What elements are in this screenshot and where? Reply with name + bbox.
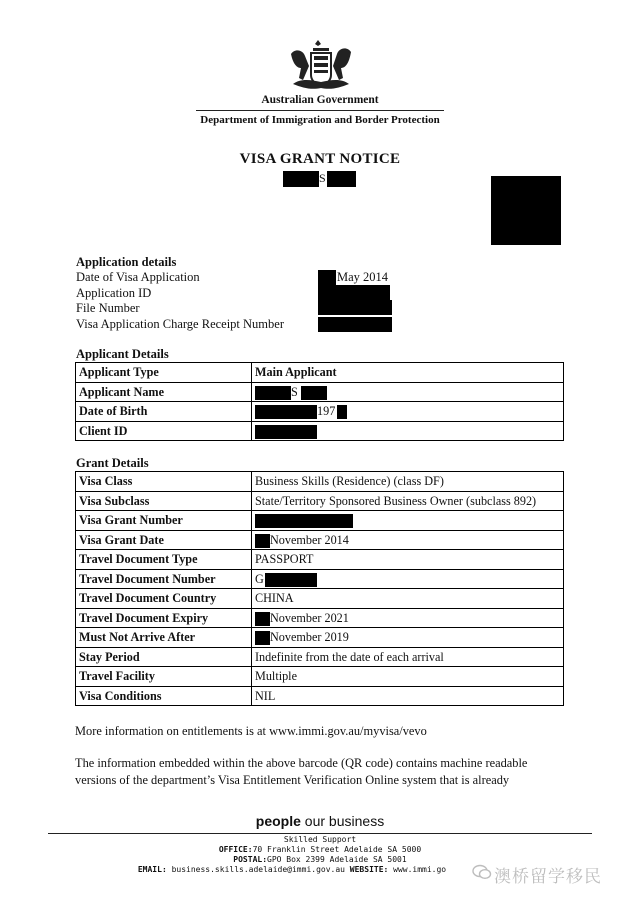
row-value: CHINA <box>252 589 564 609</box>
row-label: Visa Class <box>76 472 252 492</box>
email-label: EMAIL: <box>137 865 167 874</box>
table-row <box>76 569 564 589</box>
website-value: www.immi.go <box>388 865 447 874</box>
redacted-name-part <box>327 171 356 187</box>
row-label: Visa Subclass <box>76 491 252 511</box>
tagline-rest: our business <box>300 813 385 829</box>
row-value: 197 <box>317 404 336 419</box>
row-value: Indefinite from the date of each arrival <box>252 647 564 667</box>
row-value-cell <box>252 402 564 422</box>
coat-of-arms-icon <box>285 40 357 92</box>
redacted-value <box>255 425 317 439</box>
row-label: Applicant Name <box>76 382 252 402</box>
row-value: Main Applicant <box>252 363 564 383</box>
redacted-value <box>255 514 353 528</box>
table-row <box>76 647 564 667</box>
applicant-details-heading: Applicant Details <box>76 347 169 361</box>
table-row <box>76 382 564 402</box>
page-title: VISA GRANT NOTICE <box>239 151 401 167</box>
row-value: November 2019 <box>270 630 349 645</box>
email-value: business.skills.adelaide@immi.gov.au <box>166 865 350 874</box>
row-label: Applicant Type <box>76 363 252 383</box>
table-row <box>76 628 564 648</box>
row-value: Multiple <box>252 667 564 687</box>
footer-office <box>0 845 640 855</box>
table-row <box>76 530 564 550</box>
row-label: Stay Period <box>76 647 252 667</box>
row-label: Travel Facility <box>76 667 252 687</box>
grant-details-table <box>75 471 564 706</box>
redacted-value <box>337 405 347 419</box>
table-row <box>76 686 564 706</box>
redacted-name-part <box>283 171 319 187</box>
row-label: Travel Document Type <box>76 550 252 570</box>
applicant-details-table <box>75 362 564 441</box>
row-value: Business Skills (Residence) (class DF) <box>252 472 564 492</box>
redacted-value <box>255 534 270 548</box>
table-row <box>76 608 564 628</box>
redacted-value <box>255 405 317 419</box>
name-fragment: S <box>319 171 326 185</box>
website-label: WEBSITE: <box>349 865 389 874</box>
row-value-cell <box>252 382 564 402</box>
row-value-cell <box>252 628 564 648</box>
row-label: Visa Grant Number <box>76 511 252 531</box>
row-label: Visa Conditions <box>76 686 252 706</box>
barcode-info-line-1: The information embedded within the above barcode (QR code) contains machine readable <box>75 756 528 770</box>
postal-value: GPO Box 2399 Adelaide SA 5001 <box>267 855 407 864</box>
header-divider <box>196 110 444 111</box>
table-row <box>76 589 564 609</box>
row-value-cell <box>252 608 564 628</box>
table-row <box>76 363 564 383</box>
row-value: State/Territory Sponsored Business Owner (subclass 892) <box>252 491 564 511</box>
row-label: Must Not Arrive After <box>76 628 252 648</box>
office-label: OFFICE: <box>218 845 253 854</box>
redacted-qr-code <box>491 176 561 245</box>
office-value: 70 Franklin Street Adelaide SA 5000 <box>252 845 422 854</box>
field-value-date-of-application: May 2014 <box>337 270 389 284</box>
row-value: S <box>291 384 298 399</box>
redacted-value <box>255 612 270 626</box>
application-details-heading: Application details <box>76 255 177 269</box>
footer-unit: Skilled Support <box>283 835 357 844</box>
row-value: November 2014 <box>270 532 349 547</box>
row-value-cell <box>252 569 564 589</box>
row-value: November 2021 <box>270 610 349 625</box>
footer-divider <box>48 833 592 834</box>
redacted-value <box>255 631 270 645</box>
redacted-value <box>318 300 392 315</box>
row-label: Travel Document Number <box>76 569 252 589</box>
redacted-value <box>318 285 390 300</box>
grant-details-heading: Grant Details <box>76 456 149 470</box>
row-label: Travel Document Country <box>76 589 252 609</box>
row-label: Date of Birth <box>76 402 252 422</box>
row-value: G <box>255 571 264 586</box>
row-value-cell <box>252 421 564 441</box>
field-label-application-id: Application ID <box>76 286 152 300</box>
field-label-file-number: File Number <box>76 301 140 315</box>
row-label: Client ID <box>76 421 252 441</box>
field-label-date-of-application: Date of Visa Application <box>76 270 200 284</box>
row-value-cell <box>252 530 564 550</box>
row-value-cell <box>252 511 564 531</box>
government-name: Australian Government <box>261 94 379 106</box>
table-row <box>76 511 564 531</box>
row-label: Travel Document Expiry <box>76 608 252 628</box>
table-row <box>76 421 564 441</box>
redacted-value <box>301 386 327 400</box>
entitlements-info: More information on entitlements is at www.immi.gov.au/myvisa/vevo <box>75 724 427 738</box>
watermark-text: 澳桥留学移民 <box>494 867 602 887</box>
wechat-icon <box>472 864 492 880</box>
table-row <box>76 472 564 492</box>
footer-tagline <box>0 813 640 829</box>
barcode-info-line-2: versions of the department’s Visa Entitlement Verification Online system that is already <box>75 773 510 787</box>
row-value: NIL <box>252 686 564 706</box>
table-row <box>76 491 564 511</box>
table-row <box>76 667 564 687</box>
redacted-value <box>318 270 336 285</box>
redacted-value <box>318 317 392 332</box>
table-row <box>76 550 564 570</box>
field-label-receipt-number: Visa Application Charge Receipt Number <box>76 317 284 331</box>
department-name: Department of Immigration and Border Protection <box>200 114 440 126</box>
tagline-bold: people <box>255 813 301 829</box>
redacted-value <box>265 573 317 587</box>
table-row <box>76 402 564 422</box>
row-label: Visa Grant Date <box>76 530 252 550</box>
redacted-value <box>255 386 291 400</box>
row-value: PASSPORT <box>252 550 564 570</box>
postal-label: POSTAL: <box>233 855 268 864</box>
